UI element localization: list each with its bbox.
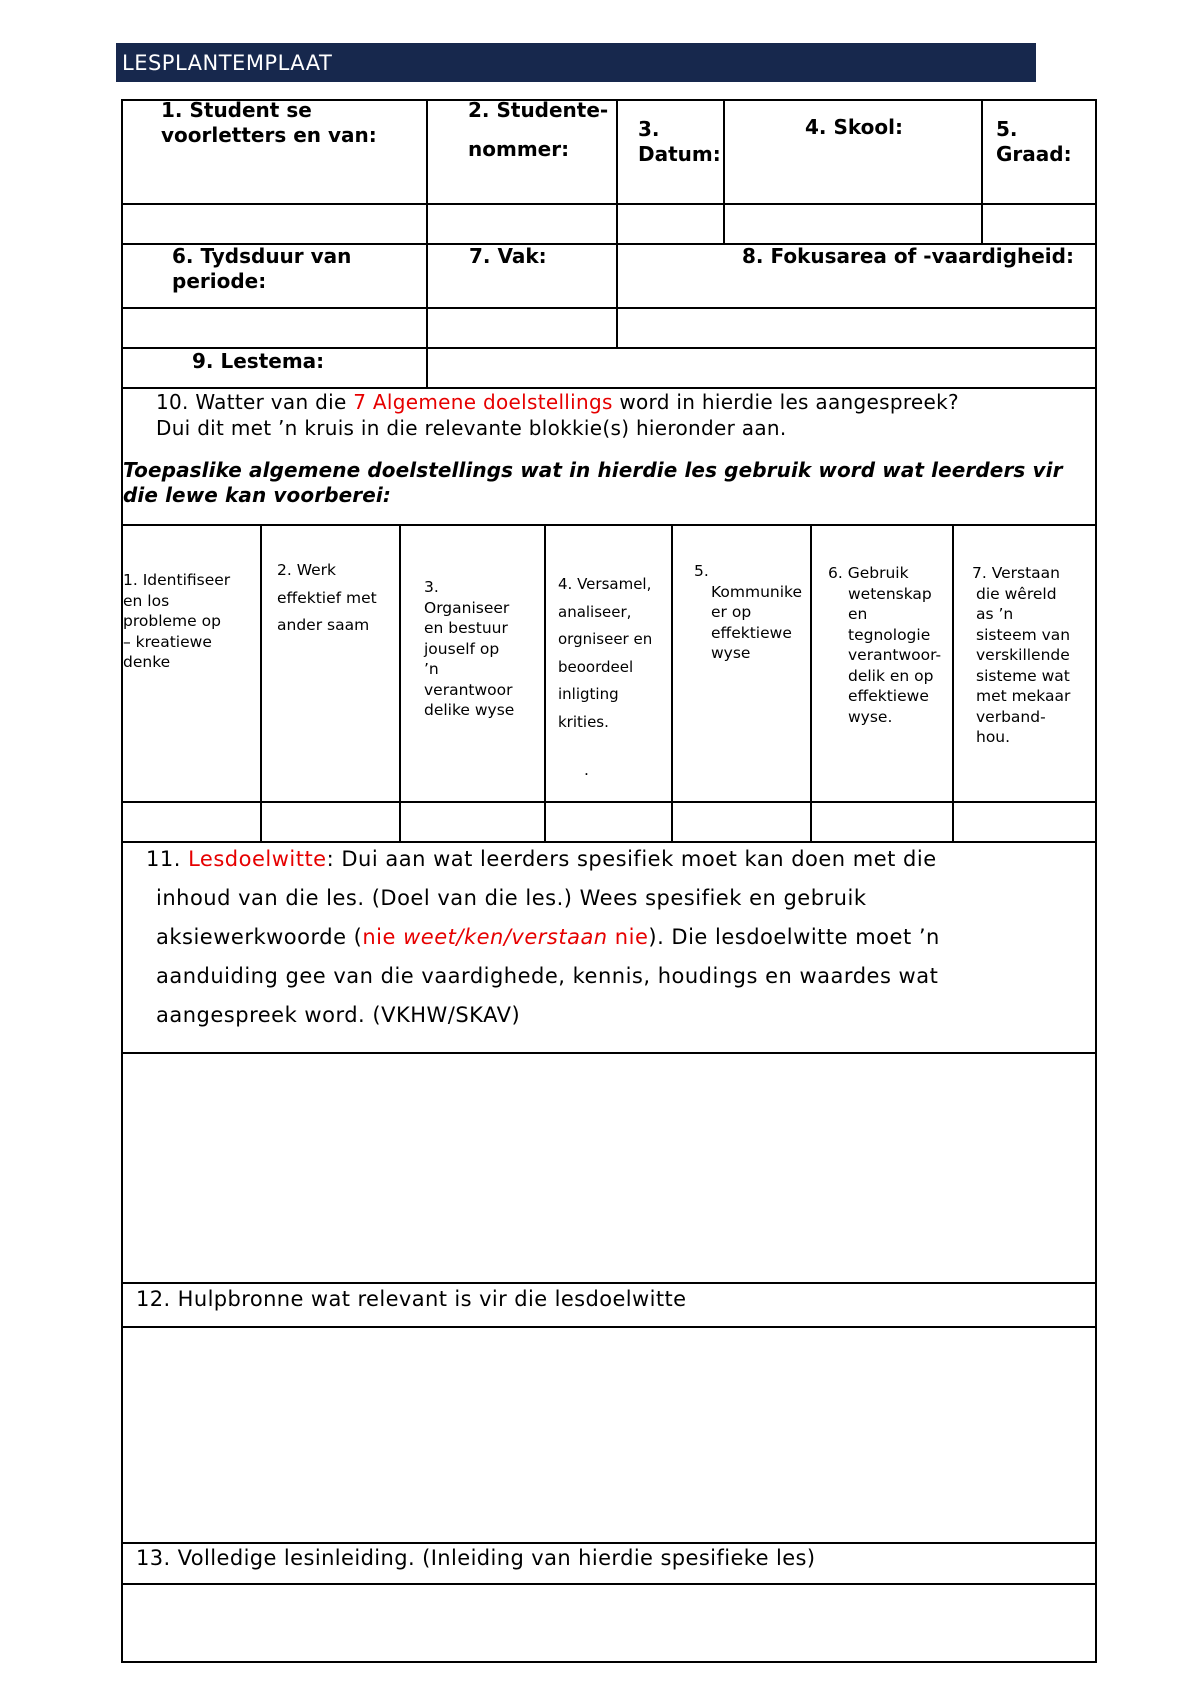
table-border-bottom	[121, 1661, 1097, 1663]
lesson-objectives-label: Lesdoelwitte	[188, 847, 327, 871]
table-border-right	[1095, 99, 1097, 1663]
general-aims-highlight: 7 Algemene doelstellings	[353, 390, 613, 414]
focus-area-field[interactable]	[618, 309, 1095, 347]
aim-cell-6: 6. Gebruik wetenskap en tegnologie verantwoor- delik en op effektiewe wyse.	[828, 564, 942, 726]
lesson-objectives-line4: aanduiding gee van die vaardighede, kennis, houdings en waardes wat	[156, 964, 939, 988]
subject-field[interactable]	[428, 309, 616, 347]
section-10-instruction: Dui dit met ’n kruis in die relevante blokkie(s) hieronder aan.	[156, 416, 787, 440]
aim-cell-1: 1. Identifiseer en los probleme op – kreatiewe denke	[123, 571, 231, 671]
section-10-question: 10. Watter van die 7 Algemene doelstellings word in hierdie les aangespreek?	[156, 390, 959, 414]
grade-field[interactable]	[983, 205, 1095, 243]
date-label: 3. Datum:	[638, 117, 721, 166]
aim-cell-3: 3. Organiseer en bestuur jouself op ’n verantwoor delike wyse	[424, 578, 515, 719]
col-divider	[952, 524, 954, 841]
aim-cell-2: 2. Werk effektief met ander saam	[277, 561, 377, 634]
student-number-field[interactable]	[428, 205, 616, 243]
aim-cell-4: 4. Versamel, analiseer, orgniseer en beoordeel inligting krities.	[558, 575, 653, 731]
aim-cell-4-dot: .	[584, 761, 589, 779]
focus-area-label: 8. Fokusarea of -vaardigheid:	[742, 244, 1074, 268]
student-number-label-line2: nommer:	[468, 137, 570, 161]
student-number-label-line1: 2. Studente-	[468, 98, 609, 122]
date-field[interactable]	[618, 205, 723, 243]
template-title-banner	[116, 43, 1036, 82]
col-divider	[810, 524, 812, 841]
subject-label: 7. Vak:	[469, 244, 547, 268]
aim-3-checkbox[interactable]	[401, 803, 544, 841]
row-divider	[121, 1282, 1097, 1284]
student-name-label: 1. Student se voorletters en van:	[161, 98, 377, 147]
lesson-objectives-field[interactable]	[123, 1054, 1095, 1282]
row-divider	[121, 524, 1097, 526]
aim-6-checkbox[interactable]	[812, 803, 952, 841]
school-field[interactable]	[725, 205, 981, 243]
row-divider	[121, 387, 1097, 389]
aim-2-checkbox[interactable]	[262, 803, 399, 841]
col-divider	[399, 524, 401, 841]
lesson-objectives-line1: 11. Lesdoelwitte: Dui aan wat leerders spesifiek moet kan doen met die	[146, 847, 937, 871]
lesson-theme-label: 9. Lestema:	[192, 349, 325, 373]
aim-7-checkbox[interactable]	[954, 803, 1095, 841]
lesson-objectives-line3: aksiewerkwoorde (nie weet/ken/verstaan nie). Die lesdoelwitte moet ’n	[156, 925, 940, 949]
student-name-field[interactable]	[123, 205, 426, 243]
aim-1-checkbox[interactable]	[123, 803, 260, 841]
col-divider	[671, 524, 673, 841]
lesson-objectives-line2: inhoud van die les. (Doel van die les.) Wees spesifiek en gebruik	[156, 886, 867, 910]
lesson-theme-field[interactable]	[428, 349, 1095, 387]
aim-cell-5: 5. Kommunike er op effektiewe wyse	[694, 562, 802, 662]
aim-cell-7: 7. Verstaan die wêreld as ’n sisteem van verskillende sisteme wat met mekaar verband- hou.	[972, 564, 1071, 746]
school-label: 4. Skool:	[805, 115, 903, 139]
col-divider	[544, 524, 546, 841]
col-divider	[260, 524, 262, 841]
introduction-label: 13. Volledige lesinleiding. (Inleiding van hierdie spesifieke les)	[136, 1546, 816, 1570]
row-divider	[121, 1542, 1097, 1544]
aim-5-checkbox[interactable]	[673, 803, 810, 841]
aim-4-checkbox[interactable]	[546, 803, 671, 841]
template-title: LESPLANTEMPLAAT	[122, 50, 333, 75]
duration-label: 6. Tydsduur van periode:	[172, 244, 352, 293]
duration-field[interactable]	[123, 309, 426, 347]
resources-field[interactable]	[123, 1328, 1095, 1542]
section-10-applicable-aims: Toepaslike algemene doelstellings wat in hierdie les gebruik word wat leerders vir die lewe kan voorberei:	[123, 458, 1063, 507]
introduction-field[interactable]	[123, 1585, 1095, 1661]
grade-label: 5. Graad:	[996, 117, 1072, 166]
lesson-objectives-line5: aangespreek word. (VKHW/SKAV)	[156, 1003, 521, 1027]
resources-label: 12. Hulpbronne wat relevant is vir die lesdoelwitte	[136, 1287, 687, 1311]
